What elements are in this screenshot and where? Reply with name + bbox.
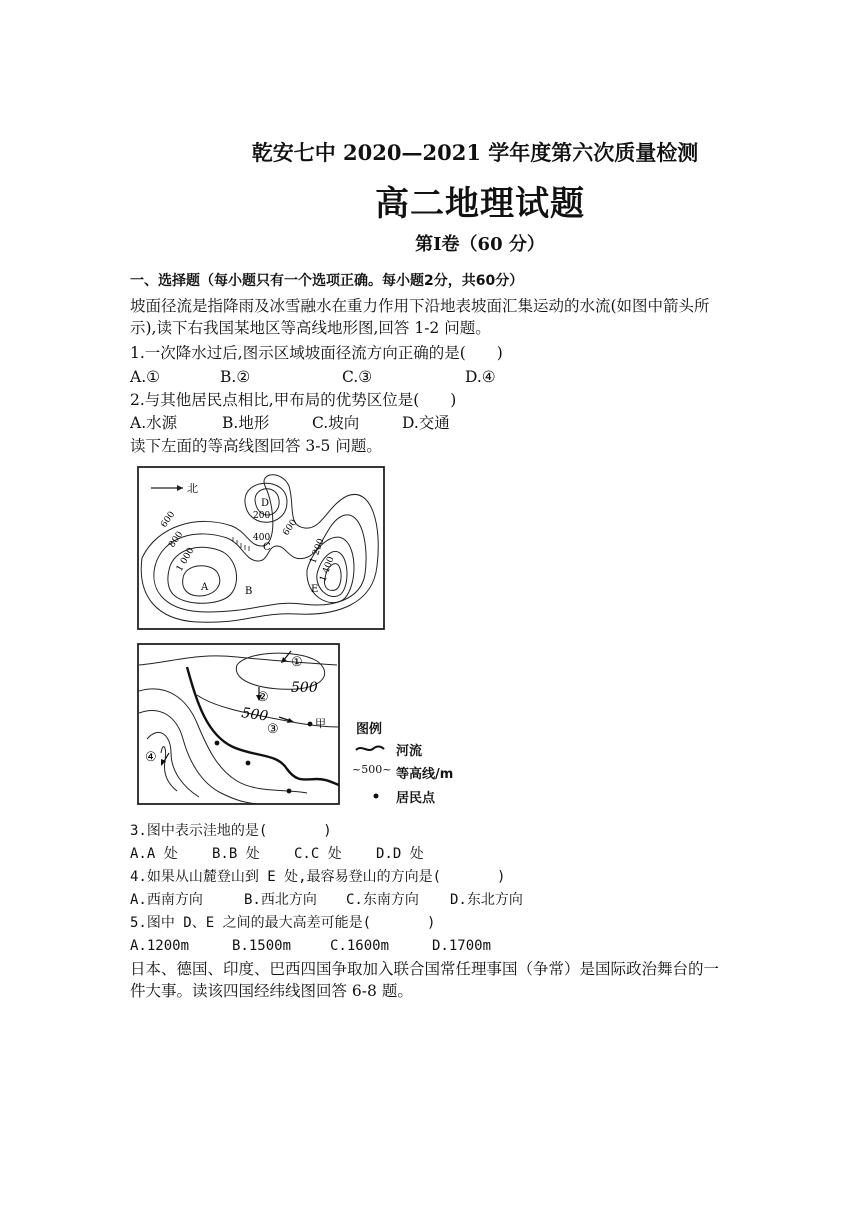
question-4-stem: 4.如果从山麓登山到 E 处,最容易登山的方向是( ) — [130, 869, 506, 885]
question-3-option-c: C.C 处 — [294, 846, 342, 862]
question-2-option-d: D.交通 — [402, 414, 450, 432]
marker-1: ① — [291, 655, 303, 670]
question-2-option-a: A.水源 — [130, 414, 178, 432]
contour-label-400: 400 — [253, 533, 271, 543]
question-3-option-b: B.B 处 — [212, 846, 260, 862]
question-2-stem: 2.与其他居民点相比,甲布局的优势区位是( ) — [130, 391, 457, 409]
contour-map-1 — [137, 466, 387, 632]
question-3-option-a: A.A 处 — [130, 846, 178, 862]
village-dot — [287, 789, 292, 794]
question-1-option-c: C.③ — [342, 368, 373, 386]
legend-contour-sample: ~500~ — [352, 763, 392, 776]
legend-contour-label: 等高线/m — [396, 767, 454, 782]
village-dot — [246, 761, 251, 766]
contour-label-1200: 1 200 — [308, 537, 327, 566]
question-2-option-c: C.坡向 — [312, 414, 360, 432]
contour-label-600-left: 600 — [159, 509, 178, 530]
contour-label-1400: 1 400 — [318, 555, 337, 584]
question-1-option-d: D.④ — [465, 368, 496, 386]
question-1-option-b: B.② — [220, 368, 251, 386]
page-title: 高二地理试题 — [375, 184, 585, 224]
school-exam-line: 乾安七中 2020—2021 学年度第六次质量检测 — [251, 140, 699, 165]
point-b-label: B — [245, 586, 253, 597]
point-d-label: D — [261, 498, 270, 509]
north-label: 北 — [187, 482, 198, 495]
legend-river-label: 河流 — [396, 744, 423, 759]
question-4-option-b: B.西北方向 — [244, 892, 317, 908]
village-dot — [215, 741, 220, 746]
point-c-label: C — [263, 542, 271, 553]
question-4-option-d: D.东北方向 — [450, 892, 523, 908]
intro-paragraph: 坡面径流是指降雨及冰雪融水在重力作用下沿地表坡面汇集运动的水流(如图中箭头所示),读下右我国某地区等高线地形图,回答 1-2 问题。 — [130, 297, 710, 337]
village-jia-dot — [308, 722, 313, 727]
question-5-option-c: C.1600m — [330, 938, 390, 954]
question-5-option-a: A.1200m — [130, 938, 190, 954]
contour-500-upper: 500 — [291, 680, 318, 696]
contour-500-middle: 500 — [240, 705, 270, 725]
point-e-label: E — [311, 584, 319, 595]
legend-title: 图例 — [356, 722, 383, 737]
question-4-option-c: C.东南方向 — [346, 892, 419, 908]
question-5-option-d: D.1700m — [432, 938, 492, 954]
village-jia-label: 甲 — [315, 717, 326, 730]
question-5-option-b: B.1500m — [232, 938, 292, 954]
question-1-option-a: A.① — [130, 368, 161, 386]
marker-3: ③ — [267, 722, 279, 737]
legend-village-icon — [372, 792, 380, 800]
contour-map-2 — [137, 643, 342, 807]
point-a-label: A — [201, 582, 209, 593]
contour-label-1000: 1 000 — [174, 546, 197, 574]
question-4-option-a: A.西南方向 — [130, 892, 203, 908]
legend-river-icon — [354, 742, 386, 756]
section-heading: 一、选择题（每小题只有一个选项正确。每小题2分，共60分） — [130, 273, 524, 289]
contour-label-600-right: 600 — [281, 517, 300, 538]
marker-2: ② — [257, 690, 269, 705]
part-title: 第Ⅰ卷（60 分） — [415, 234, 545, 255]
question-3-option-d: D.D 处 — [376, 846, 424, 862]
contour-label-200: 200 — [253, 511, 271, 521]
marker-4: ④ — [145, 750, 157, 765]
intro-2: 读下左面的等高线图回答 3-5 问题。 — [130, 437, 382, 455]
question-1-stem: 1.一次降水过后,图示区域坡面径流方向正确的是( ) — [130, 344, 503, 362]
question-2-option-b: B.地形 — [222, 414, 270, 432]
contour-label-800: 800 — [167, 529, 186, 550]
question-3-stem: 3.图中表示洼地的是( ) — [130, 823, 332, 839]
question-5-stem: 5.图中 D、E 之间的最大高差可能是( ) — [130, 915, 436, 931]
legend-village-label: 居民点 — [396, 791, 436, 806]
intro-3: 日本、德国、印度、巴西四国争取加入联合国常任理事国（争常）是国际政治舞台的一件大事。读该四国经纬线图回答 6-8 题。 — [130, 960, 720, 1000]
